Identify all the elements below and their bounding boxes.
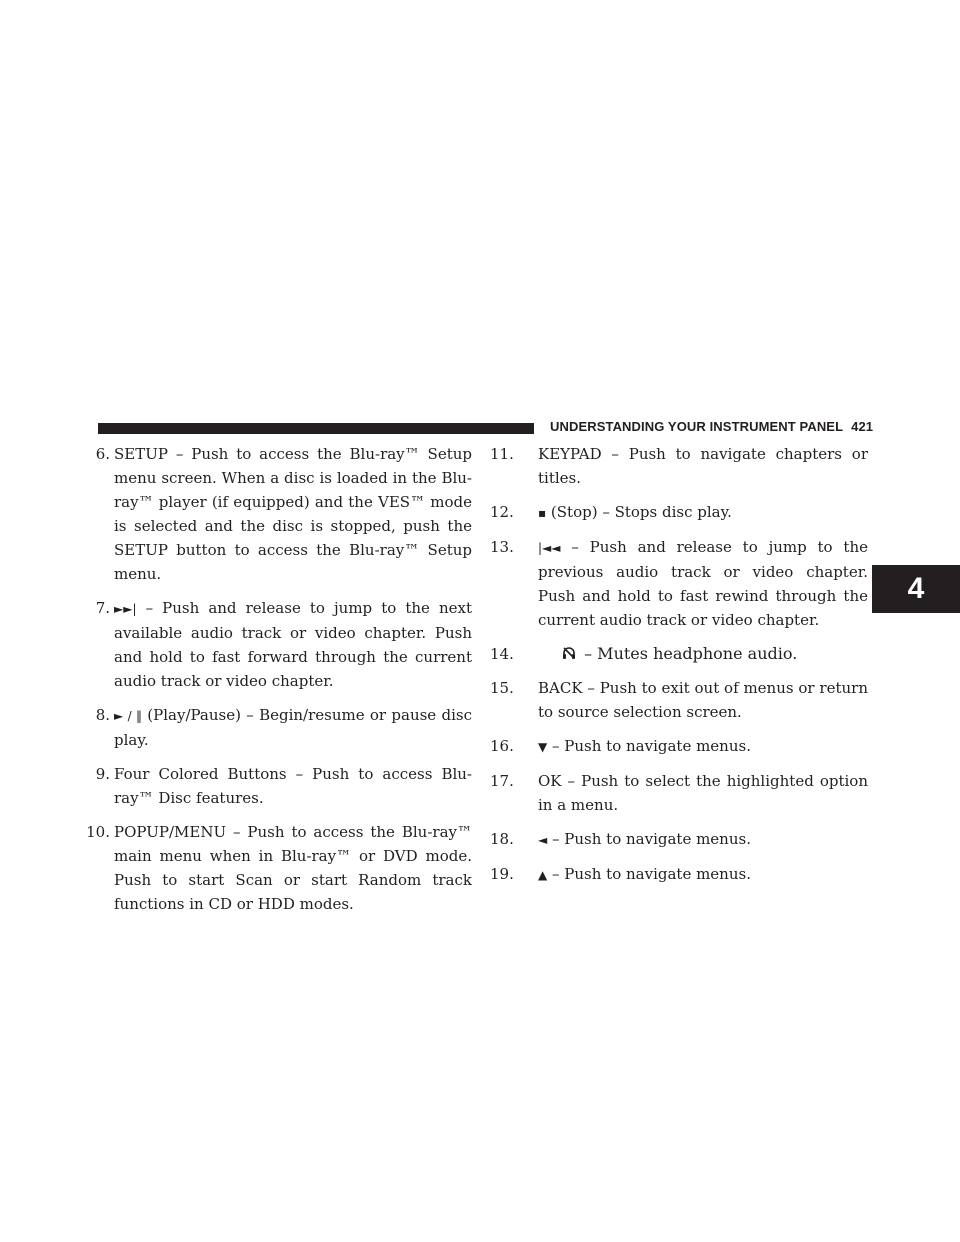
- left-column: [76, 442, 472, 926]
- down-arrow-icon: ▼: [538, 740, 548, 754]
- chapter-tab: 4: [872, 565, 960, 613]
- up-arrow-icon: ▲: [538, 868, 548, 882]
- item-text: KEYPAD – Push to navigate chapters or titles.: [538, 445, 868, 487]
- item-text: POPUP/MENU – Push to access the Blu-ray™ main menu when in Blu-ray™ or DVD mode. Push to start Scan or start Random track functions in CD or HDD modes.: [114, 823, 472, 913]
- item-number: 14.: [490, 645, 514, 663]
- list-item: [490, 827, 868, 852]
- list-item: [76, 703, 472, 752]
- list-item: [76, 596, 472, 693]
- item-number: 12.: [490, 503, 514, 521]
- item-text: – Push and release to jump to the next available audio track or video chapter. Push and hold to fast forward through the current audio track or video chapter.: [114, 599, 472, 690]
- list-item: [490, 642, 868, 666]
- item-text: (Stop) – Stops disc play.: [550, 503, 732, 521]
- item-number: 9.: [95, 765, 110, 783]
- item-number: 11.: [490, 445, 514, 463]
- previous-track-icon: |◄◄: [538, 541, 561, 555]
- list-item: [490, 535, 868, 632]
- item-text: OK – Push to select the highlighted option in a menu.: [538, 772, 868, 814]
- list-item: [490, 734, 868, 759]
- item-text: – Push to navigate menus.: [552, 737, 751, 755]
- left-arrow-icon: ◄: [538, 833, 548, 847]
- item-number: 7.: [95, 599, 110, 617]
- item-number: 16.: [490, 737, 514, 755]
- item-text: – Push to navigate menus.: [552, 865, 751, 883]
- list-item: [490, 769, 868, 817]
- item-number: 18.: [490, 830, 514, 848]
- item-number: 6.: [95, 445, 110, 463]
- item-text: – Mutes headphone audio.: [584, 644, 798, 663]
- item-number: 8.: [95, 706, 110, 724]
- item-number: 17.: [490, 772, 514, 790]
- next-track-icon: ►►|: [114, 602, 137, 616]
- play-pause-icon: ► / ‖: [114, 709, 142, 723]
- list-item: [76, 820, 472, 916]
- page-number: 421: [851, 419, 874, 434]
- item-text: – Push to navigate menus.: [552, 830, 751, 848]
- list-item: [490, 676, 868, 724]
- list-item: [76, 762, 472, 810]
- item-text: – Push and release to jump to the previous audio track or video chapter. Push and hold to fast rewind through the current audio track or video chapter.: [538, 538, 868, 629]
- item-text: (Play/Pause) – Begin/resume or pause disc play.: [114, 706, 472, 749]
- item-text: Four Colored Buttons – Push to access Blu-ray™ Disc features.: [114, 765, 472, 807]
- item-number: 10.: [86, 823, 110, 841]
- right-column: [490, 442, 868, 897]
- item-number: 15.: [490, 679, 514, 697]
- list-item: [76, 442, 472, 586]
- header-rule: [98, 423, 534, 434]
- item-number: 19.: [490, 865, 514, 883]
- section-title: UNDERSTANDING YOUR INSTRUMENT PANEL: [550, 419, 844, 434]
- running-header: [550, 419, 873, 434]
- list-item: [490, 442, 868, 490]
- item-text: BACK – Push to exit out of menus or return to source selection screen.: [538, 679, 868, 721]
- headphone-mute-icon: [562, 646, 576, 660]
- stop-square-icon: ▪: [538, 506, 547, 520]
- item-text: SETUP – Push to access the Blu-ray™ Setup menu screen. When a disc is loaded in the Blu-ray™ player (if equipped) and the VES™ mode is selected and the disc is stopped, push the SETUP button to access the Blu-ray™ Setup menu.: [114, 445, 472, 583]
- item-number: 13.: [490, 538, 514, 556]
- list-item: [490, 500, 868, 525]
- list-item: [490, 862, 868, 887]
